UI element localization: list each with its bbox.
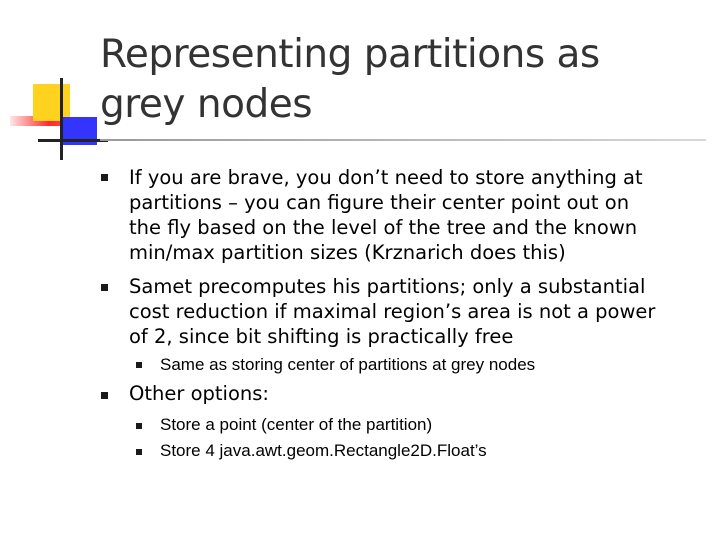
- bullet-3-line-1: Other options:: [129, 382, 269, 405]
- sub-bullet-marker: [136, 362, 142, 368]
- bullet-1-line-3: the fly based on the level of the tree and the known: [129, 216, 638, 239]
- bullet-3-sub-1: Store a point (center of the partition): [160, 415, 433, 434]
- decor-horizontal-line: [38, 139, 108, 142]
- decor-vertical-line: [60, 78, 63, 160]
- bullet-1-line-1: If you are brave, you don’t need to store anything at: [129, 166, 643, 189]
- sub-bullet-marker: [136, 449, 142, 455]
- bullet-marker: [101, 392, 108, 399]
- decor-yellow-square: [33, 84, 70, 121]
- bullet-2-line-3: of 2, since bit shifting is practically free: [129, 325, 514, 348]
- bullet-2-line-2: cost reduction if maximal region’s area is not a power: [129, 300, 656, 323]
- bullet-marker: [101, 174, 108, 181]
- bullet-marker: [101, 284, 108, 291]
- title-underline: [100, 139, 706, 141]
- title-line: grey nodes: [100, 82, 313, 127]
- sub-bullet-marker: [136, 423, 142, 429]
- bullet-2-sub-1: Same as storing center of partitions at grey nodes: [160, 355, 536, 374]
- bullet-3-sub-2: Store 4 java.awt.geom.Rectangle2D.Float’s: [160, 441, 487, 460]
- title-line: Representing partitions as: [100, 32, 600, 77]
- bullet-1-line-2: partitions – you can figure their center point out on: [129, 191, 630, 214]
- bullet-2-line-1: Samet precomputes his partitions; only a substantial: [129, 275, 646, 298]
- slide-title: [100, 30, 700, 130]
- bullet-1-line-4: min/max partition sizes (Krznarich does this): [129, 241, 566, 264]
